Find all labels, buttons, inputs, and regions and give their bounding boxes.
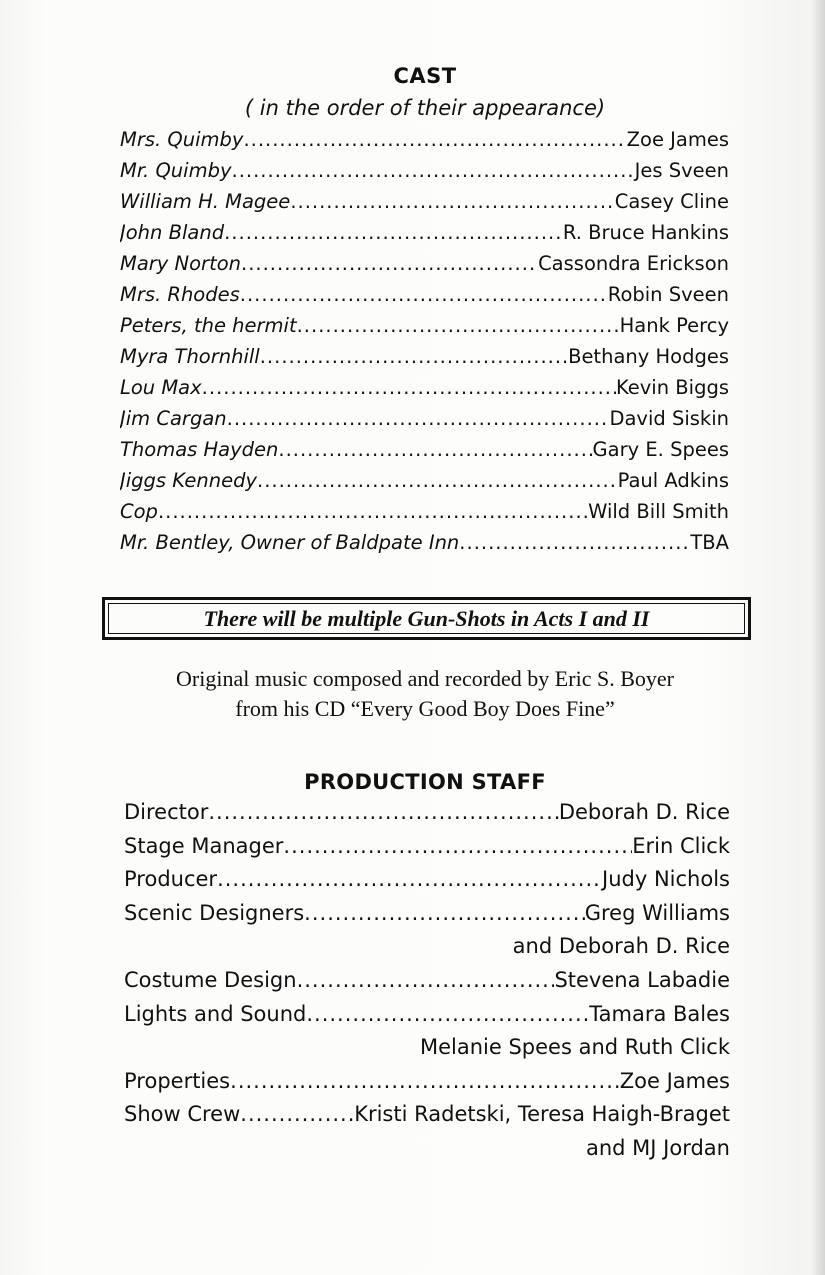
cast-actor: Wild Bill Smith <box>588 500 729 523</box>
staff-role: Stage Manager <box>124 833 284 858</box>
cast-role: Mr. Quimby <box>120 159 232 182</box>
staff-row <box>124 901 730 935</box>
cast-row <box>120 500 729 531</box>
cast-subheading: ( in the order of their appearance) <box>244 96 606 120</box>
dot-leader <box>208 800 558 824</box>
staff-name: Kristi Radetski, Teresa Haigh-Braget <box>354 1102 730 1127</box>
cast-actor: Zoe James <box>626 128 729 151</box>
dot-leader <box>217 867 602 891</box>
staff-name: Stevena Labadie <box>554 967 730 992</box>
cast-row <box>120 221 729 252</box>
music-credit-line: Original music composed and recorded by Eric S. Boyer <box>176 666 674 691</box>
staff-name-continued: and MJ Jordan <box>586 1135 730 1160</box>
cast-role: Jim Cargan <box>120 407 227 430</box>
staff-list <box>124 800 730 1170</box>
cast-role: John Bland <box>120 221 225 244</box>
cast-role: Peters, the hermit <box>120 314 297 337</box>
cast-role: William H. Magee <box>120 190 291 213</box>
cast-actor: TBA <box>690 531 729 554</box>
dot-leader <box>297 968 555 992</box>
cast-row <box>120 531 729 562</box>
dot-leader <box>232 159 635 182</box>
dot-leader <box>158 500 588 523</box>
staff-row <box>124 1102 730 1136</box>
dot-leader <box>306 1002 589 1026</box>
cast-role: Mrs. Rhodes <box>120 283 240 306</box>
staff-name: Greg Williams <box>584 900 730 925</box>
cast-row <box>120 128 729 159</box>
staff-role: Scenic Designers <box>124 900 305 925</box>
cast-actor: Casey Cline <box>614 190 729 213</box>
staff-role: Producer <box>124 867 218 892</box>
cast-actor: David Siskin <box>609 407 729 430</box>
warning-inner-border <box>108 603 745 634</box>
cast-row <box>120 314 729 345</box>
cast-list <box>120 128 729 562</box>
staff-row <box>124 867 730 901</box>
dot-leader <box>227 407 610 430</box>
cast-row <box>120 469 729 500</box>
staff-row <box>124 800 730 834</box>
staff-name: Tamara Bales <box>589 1001 730 1026</box>
music-credit-line: from his CD “Every Good Boy Does Fine” <box>235 696 615 721</box>
dot-leader <box>240 283 608 306</box>
cast-row <box>120 159 729 190</box>
staff-name: Zoe James <box>619 1068 730 1093</box>
cast-actor: Robin Sveen <box>607 283 729 306</box>
staff-row <box>124 1002 730 1036</box>
staff-row <box>124 834 730 868</box>
cast-role: Mary Norton <box>120 252 241 275</box>
cast-row <box>120 376 729 407</box>
staff-name: Judy Nichols <box>602 867 730 892</box>
dot-leader <box>283 834 632 858</box>
cast-row <box>120 438 729 469</box>
staff-role: Show Crew <box>124 1102 241 1127</box>
cast-actor: Paul Adkins <box>617 469 729 492</box>
dot-leader <box>297 314 620 337</box>
staff-role: Properties <box>124 1068 231 1093</box>
cast-row <box>120 345 729 376</box>
dot-leader <box>459 531 690 554</box>
cast-actor: R. Bruce Hankins <box>562 221 729 244</box>
cast-actor: Hank Percy <box>619 314 729 337</box>
warning-box <box>102 597 751 640</box>
cast-heading: CAST <box>393 64 457 88</box>
dot-leader <box>260 345 568 368</box>
staff-name-continued: Melanie Spees and Ruth Click <box>420 1035 730 1060</box>
cast-role: Mrs. Quimby <box>120 128 244 151</box>
cast-role: Jiggs Kennedy <box>120 469 258 492</box>
page-edge-shadow <box>811 0 825 1275</box>
staff-name: Deborah D. Rice <box>558 800 730 824</box>
cast-row <box>120 252 729 283</box>
staff-name-continued: and Deborah D. Rice <box>512 934 730 959</box>
cast-role: Thomas Hayden <box>120 438 279 461</box>
cast-role: Mr. Bentley, Owner of Baldpate Inn <box>120 531 460 554</box>
gunshot-warning: There will be multiple Gun-Shots in Acts I and II <box>203 605 650 631</box>
staff-role: Costume Design <box>124 967 297 992</box>
staff-heading: PRODUCTION STAFF <box>304 770 546 794</box>
dot-leader <box>290 190 614 213</box>
staff-name: Erin Click <box>632 833 730 858</box>
staff-row <box>124 1069 730 1103</box>
cast-actor: Cassondra Erickson <box>538 252 729 275</box>
dot-leader <box>241 252 538 275</box>
dot-leader <box>224 221 563 244</box>
dot-leader <box>243 128 626 151</box>
cast-row <box>120 190 729 221</box>
dot-leader <box>304 901 585 925</box>
staff-role: Director <box>124 800 209 824</box>
dot-leader <box>278 438 592 461</box>
staff-role: Lights and Sound <box>124 1001 307 1026</box>
cast-actor: Jes Sveen <box>634 159 729 182</box>
cast-row <box>120 407 729 438</box>
cast-role: Lou Max <box>120 376 202 399</box>
dot-leader <box>257 469 618 492</box>
cast-role: Cop <box>120 500 158 523</box>
cast-row <box>120 283 729 314</box>
dot-leader <box>202 376 616 399</box>
dot-leader <box>240 1102 354 1126</box>
cast-actor: Kevin Biggs <box>615 376 729 399</box>
music-credit <box>0 664 825 724</box>
staff-row <box>124 968 730 1002</box>
cast-actor: Bethany Hodges <box>568 345 729 368</box>
cast-actor: Gary E. Spees <box>592 438 729 461</box>
cast-role: Myra Thornhill <box>120 345 260 368</box>
dot-leader <box>230 1069 620 1093</box>
